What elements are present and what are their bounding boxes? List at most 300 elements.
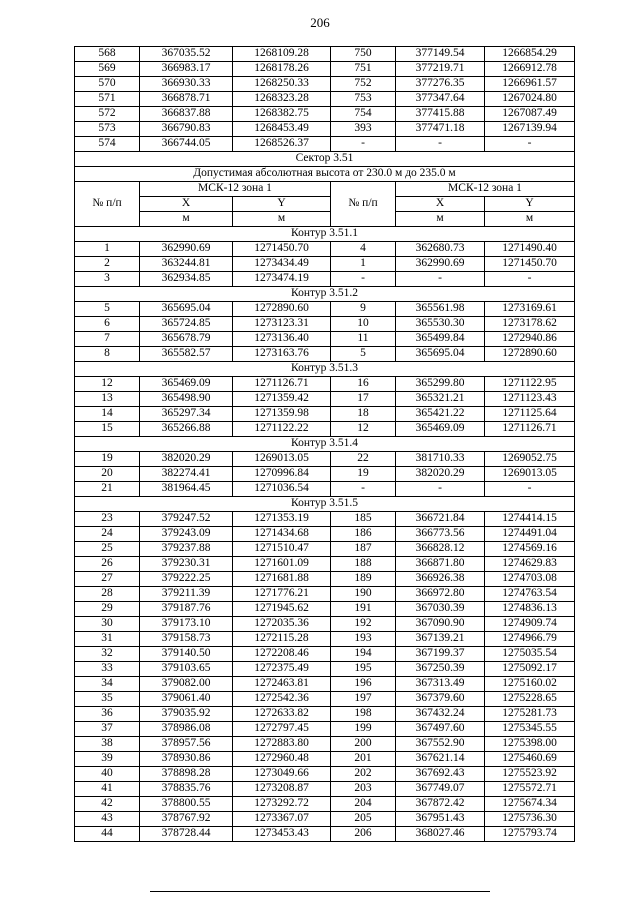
y-coordinate-cell: 1268382.75 bbox=[233, 107, 331, 122]
table-row bbox=[75, 692, 575, 707]
y-coordinate-cell: - bbox=[485, 137, 575, 152]
point-number-cell: 202 bbox=[331, 767, 396, 782]
table-row bbox=[75, 722, 575, 737]
point-number-cell: 198 bbox=[331, 707, 396, 722]
table-row bbox=[75, 707, 575, 722]
x-coordinate-cell: 379187.76 bbox=[140, 602, 233, 617]
y-coordinate-cell: 1271123.43 bbox=[485, 392, 575, 407]
x-coordinate-cell: 366930.33 bbox=[140, 77, 233, 92]
table-row bbox=[75, 347, 575, 362]
y-coordinate-cell: 1273136.40 bbox=[233, 332, 331, 347]
y-coordinate-cell: 1274414.15 bbox=[485, 512, 575, 527]
point-number-cell: 35 bbox=[75, 692, 140, 707]
point-number-cell: 750 bbox=[331, 47, 396, 62]
point-number-cell: 21 bbox=[75, 482, 140, 497]
x-coordinate-cell: 377347.64 bbox=[396, 92, 485, 107]
x-coordinate-cell: 365469.09 bbox=[396, 422, 485, 437]
y-coordinate-cell: 1273208.87 bbox=[233, 782, 331, 797]
x-coordinate-cell: 365499.84 bbox=[396, 332, 485, 347]
y-coordinate-cell: 1274491.04 bbox=[485, 527, 575, 542]
x-coordinate-cell: 367030.39 bbox=[396, 602, 485, 617]
table-row bbox=[75, 572, 575, 587]
x-coordinate-cell: 366773.56 bbox=[396, 527, 485, 542]
y-coordinate-cell: 1273178.62 bbox=[485, 317, 575, 332]
y-coordinate-cell: 1275523.92 bbox=[485, 767, 575, 782]
point-number-cell: 7 bbox=[75, 332, 140, 347]
x-coordinate-cell: 378800.55 bbox=[140, 797, 233, 812]
point-number-cell: 205 bbox=[331, 812, 396, 827]
section-title: Контур 3.51.3 bbox=[75, 362, 575, 377]
table-row bbox=[75, 482, 575, 497]
y-coordinate-cell: 1271122.95 bbox=[485, 377, 575, 392]
y-coordinate-cell: 1269013.05 bbox=[233, 452, 331, 467]
section-title-row bbox=[75, 287, 575, 302]
header-x: X bbox=[140, 197, 233, 212]
point-number-cell: 753 bbox=[331, 92, 396, 107]
x-coordinate-cell: 377471.18 bbox=[396, 122, 485, 137]
x-coordinate-cell: 379061.40 bbox=[140, 692, 233, 707]
y-coordinate-cell: 1266854.29 bbox=[485, 47, 575, 62]
point-number-cell: 24 bbox=[75, 527, 140, 542]
table-row bbox=[75, 797, 575, 812]
point-number-cell: 11 bbox=[331, 332, 396, 347]
y-coordinate-cell: 1275793.74 bbox=[485, 827, 575, 842]
point-number-cell: 191 bbox=[331, 602, 396, 617]
point-number-cell: 199 bbox=[331, 722, 396, 737]
x-coordinate-cell: 366721.84 bbox=[396, 512, 485, 527]
y-coordinate-cell: 1272542.36 bbox=[233, 692, 331, 707]
point-number-cell: 6 bbox=[75, 317, 140, 332]
x-coordinate-cell: 379103.65 bbox=[140, 662, 233, 677]
point-number-cell: 203 bbox=[331, 782, 396, 797]
point-number-cell: 2 bbox=[75, 257, 140, 272]
point-number-cell: 14 bbox=[75, 407, 140, 422]
coordinates-table-body bbox=[75, 47, 575, 842]
y-coordinate-cell: 1271126.71 bbox=[485, 422, 575, 437]
x-coordinate-cell: 366744.05 bbox=[140, 137, 233, 152]
point-number-cell: 31 bbox=[75, 632, 140, 647]
table-row bbox=[75, 47, 575, 62]
x-coordinate-cell: 381964.45 bbox=[140, 482, 233, 497]
point-number-cell: 38 bbox=[75, 737, 140, 752]
table-row bbox=[75, 317, 575, 332]
table-row bbox=[75, 752, 575, 767]
x-coordinate-cell: 367379.60 bbox=[396, 692, 485, 707]
table-row bbox=[75, 122, 575, 137]
point-number-cell: 9 bbox=[331, 302, 396, 317]
section-title: Контур 3.51.1 bbox=[75, 227, 575, 242]
y-coordinate-cell: 1267087.49 bbox=[485, 107, 575, 122]
x-coordinate-cell: 365695.04 bbox=[396, 347, 485, 362]
x-coordinate-cell: 379211.39 bbox=[140, 587, 233, 602]
y-coordinate-cell: 1275572.71 bbox=[485, 782, 575, 797]
x-coordinate-cell: 362934.85 bbox=[140, 272, 233, 287]
x-coordinate-cell: 368027.46 bbox=[396, 827, 485, 842]
point-number-cell: - bbox=[331, 137, 396, 152]
y-coordinate-cell: 1271434.68 bbox=[233, 527, 331, 542]
point-number-cell: - bbox=[331, 272, 396, 287]
point-number-cell: 206 bbox=[331, 827, 396, 842]
table-row bbox=[75, 647, 575, 662]
y-coordinate-cell: 1274909.74 bbox=[485, 617, 575, 632]
y-coordinate-cell: 1274703.08 bbox=[485, 572, 575, 587]
x-coordinate-cell: 379222.25 bbox=[140, 572, 233, 587]
y-coordinate-cell: 1275460.69 bbox=[485, 752, 575, 767]
point-number-cell: 754 bbox=[331, 107, 396, 122]
x-coordinate-cell: 365678.79 bbox=[140, 332, 233, 347]
y-coordinate-cell: 1271036.54 bbox=[233, 482, 331, 497]
point-number-cell: 194 bbox=[331, 647, 396, 662]
x-coordinate-cell: 367497.60 bbox=[396, 722, 485, 737]
table-row bbox=[75, 527, 575, 542]
y-coordinate-cell: 1271450.70 bbox=[233, 242, 331, 257]
point-number-cell: 41 bbox=[75, 782, 140, 797]
table-row bbox=[75, 257, 575, 272]
point-number-cell: 39 bbox=[75, 752, 140, 767]
x-coordinate-cell: 367035.52 bbox=[140, 47, 233, 62]
y-coordinate-cell: 1271945.62 bbox=[233, 602, 331, 617]
point-number-cell: 16 bbox=[331, 377, 396, 392]
x-coordinate-cell: 365266.88 bbox=[140, 422, 233, 437]
point-number-cell: 30 bbox=[75, 617, 140, 632]
point-number-cell: 19 bbox=[75, 452, 140, 467]
section-title: Контур 3.51.2 bbox=[75, 287, 575, 302]
table-row bbox=[75, 107, 575, 122]
y-coordinate-cell: 1268453.49 bbox=[233, 122, 331, 137]
y-coordinate-cell: 1273123.31 bbox=[233, 317, 331, 332]
point-number-cell: 19 bbox=[331, 467, 396, 482]
point-number-cell: 22 bbox=[331, 452, 396, 467]
point-number-cell: 33 bbox=[75, 662, 140, 677]
point-number-cell: 10 bbox=[331, 317, 396, 332]
table-row bbox=[75, 467, 575, 482]
table-row bbox=[75, 737, 575, 752]
table-row bbox=[75, 377, 575, 392]
point-number-cell: 570 bbox=[75, 77, 140, 92]
point-number-cell: 43 bbox=[75, 812, 140, 827]
y-coordinate-cell: 1273474.19 bbox=[233, 272, 331, 287]
x-coordinate-cell: 366983.17 bbox=[140, 62, 233, 77]
y-coordinate-cell: 1272115.28 bbox=[233, 632, 331, 647]
point-number-cell: 42 bbox=[75, 797, 140, 812]
x-coordinate-cell: 367199.37 bbox=[396, 647, 485, 662]
y-coordinate-cell: 1271126.71 bbox=[233, 377, 331, 392]
x-coordinate-cell: 366878.71 bbox=[140, 92, 233, 107]
table-row bbox=[75, 62, 575, 77]
y-coordinate-cell: 1272797.45 bbox=[233, 722, 331, 737]
table-row bbox=[75, 812, 575, 827]
point-number-cell: 569 bbox=[75, 62, 140, 77]
point-number-cell: 192 bbox=[331, 617, 396, 632]
table-row bbox=[75, 557, 575, 572]
x-coordinate-cell: 367749.07 bbox=[396, 782, 485, 797]
y-coordinate-cell: 1273453.43 bbox=[233, 827, 331, 842]
y-coordinate-cell: 1271510.47 bbox=[233, 542, 331, 557]
point-number-cell: 3 bbox=[75, 272, 140, 287]
y-coordinate-cell: 1272208.46 bbox=[233, 647, 331, 662]
point-number-cell: 17 bbox=[331, 392, 396, 407]
point-number-cell: 193 bbox=[331, 632, 396, 647]
x-coordinate-cell: 382020.29 bbox=[396, 467, 485, 482]
y-coordinate-cell: 1274966.79 bbox=[485, 632, 575, 647]
point-number-cell: 752 bbox=[331, 77, 396, 92]
x-coordinate-cell: 362680.73 bbox=[396, 242, 485, 257]
point-number-cell: 40 bbox=[75, 767, 140, 782]
y-coordinate-cell: 1272633.82 bbox=[233, 707, 331, 722]
x-coordinate-cell: 363244.81 bbox=[140, 257, 233, 272]
x-coordinate-cell: 378898.28 bbox=[140, 767, 233, 782]
bottom-rule bbox=[150, 891, 490, 892]
y-coordinate-cell: 1275674.34 bbox=[485, 797, 575, 812]
header-coordinate-system: МСК-12 зона 1 bbox=[140, 182, 331, 197]
x-coordinate-cell: 377149.54 bbox=[396, 47, 485, 62]
section-title-row bbox=[75, 497, 575, 512]
point-number-cell: 4 bbox=[331, 242, 396, 257]
point-number-cell: 15 bbox=[75, 422, 140, 437]
x-coordinate-cell: 382274.41 bbox=[140, 467, 233, 482]
point-number-cell: 189 bbox=[331, 572, 396, 587]
table-row bbox=[75, 782, 575, 797]
section-title-row bbox=[75, 167, 575, 182]
y-coordinate-cell: 1266961.57 bbox=[485, 77, 575, 92]
point-number-cell: 18 bbox=[331, 407, 396, 422]
x-coordinate-cell: - bbox=[396, 482, 485, 497]
table-row bbox=[75, 617, 575, 632]
x-coordinate-cell: 366828.12 bbox=[396, 542, 485, 557]
point-number-cell: 23 bbox=[75, 512, 140, 527]
table-row bbox=[75, 452, 575, 467]
y-coordinate-cell: 1271601.09 bbox=[233, 557, 331, 572]
y-coordinate-cell: 1268250.33 bbox=[233, 77, 331, 92]
y-coordinate-cell: 1274629.83 bbox=[485, 557, 575, 572]
table-row bbox=[75, 407, 575, 422]
point-number-cell: 190 bbox=[331, 587, 396, 602]
point-number-cell: 204 bbox=[331, 797, 396, 812]
y-coordinate-cell: 1271125.64 bbox=[485, 407, 575, 422]
x-coordinate-cell: 367250.39 bbox=[396, 662, 485, 677]
y-coordinate-cell: 1267024.80 bbox=[485, 92, 575, 107]
point-number-cell: 393 bbox=[331, 122, 396, 137]
table-row bbox=[75, 137, 575, 152]
table-row bbox=[75, 422, 575, 437]
x-coordinate-cell: 379247.52 bbox=[140, 512, 233, 527]
y-coordinate-cell: 1272960.48 bbox=[233, 752, 331, 767]
y-coordinate-cell: 1273169.61 bbox=[485, 302, 575, 317]
y-coordinate-cell: 1275035.54 bbox=[485, 647, 575, 662]
point-number-cell: 12 bbox=[75, 377, 140, 392]
point-number-cell: 185 bbox=[331, 512, 396, 527]
point-number-cell: 36 bbox=[75, 707, 140, 722]
x-coordinate-cell: 365530.30 bbox=[396, 317, 485, 332]
x-coordinate-cell: 379082.00 bbox=[140, 677, 233, 692]
y-coordinate-cell: 1268526.37 bbox=[233, 137, 331, 152]
x-coordinate-cell: 379173.10 bbox=[140, 617, 233, 632]
x-coordinate-cell: 367552.90 bbox=[396, 737, 485, 752]
point-number-cell: 571 bbox=[75, 92, 140, 107]
x-coordinate-cell: 366837.88 bbox=[140, 107, 233, 122]
header-y: Y bbox=[233, 197, 331, 212]
header-unit: м bbox=[396, 212, 485, 227]
x-coordinate-cell: 377276.35 bbox=[396, 77, 485, 92]
y-coordinate-cell: 1273367.07 bbox=[233, 812, 331, 827]
table-row bbox=[75, 242, 575, 257]
point-number-cell: 196 bbox=[331, 677, 396, 692]
table-row bbox=[75, 92, 575, 107]
x-coordinate-cell: - bbox=[396, 272, 485, 287]
y-coordinate-cell: 1275281.73 bbox=[485, 707, 575, 722]
y-coordinate-cell: 1269013.05 bbox=[485, 467, 575, 482]
y-coordinate-cell: 1271353.19 bbox=[233, 512, 331, 527]
x-coordinate-cell: 366790.83 bbox=[140, 122, 233, 137]
y-coordinate-cell: 1275736.30 bbox=[485, 812, 575, 827]
section-title-row bbox=[75, 152, 575, 167]
y-coordinate-cell: 1272375.49 bbox=[233, 662, 331, 677]
section-title-row bbox=[75, 362, 575, 377]
header-x: X bbox=[396, 197, 485, 212]
section-title-row bbox=[75, 437, 575, 452]
y-coordinate-cell: 1266912.78 bbox=[485, 62, 575, 77]
y-coordinate-cell: 1272463.81 bbox=[233, 677, 331, 692]
page-number: 206 bbox=[310, 15, 330, 30]
header-unit: м bbox=[140, 212, 233, 227]
x-coordinate-cell: 367432.24 bbox=[396, 707, 485, 722]
point-number-cell: 44 bbox=[75, 827, 140, 842]
y-coordinate-cell: 1271776.21 bbox=[233, 587, 331, 602]
x-coordinate-cell: 365498.90 bbox=[140, 392, 233, 407]
y-coordinate-cell: 1269052.75 bbox=[485, 452, 575, 467]
point-number-cell: 187 bbox=[331, 542, 396, 557]
point-number-cell: 5 bbox=[75, 302, 140, 317]
point-number-cell: 1 bbox=[75, 242, 140, 257]
x-coordinate-cell: 362990.69 bbox=[140, 242, 233, 257]
y-coordinate-cell: 1268323.28 bbox=[233, 92, 331, 107]
header-row bbox=[75, 182, 575, 197]
y-coordinate-cell: 1267139.94 bbox=[485, 122, 575, 137]
x-coordinate-cell: 366871.80 bbox=[396, 557, 485, 572]
point-number-cell: 1 bbox=[331, 257, 396, 272]
x-coordinate-cell: 366972.80 bbox=[396, 587, 485, 602]
point-number-cell: 201 bbox=[331, 752, 396, 767]
point-number-cell: 20 bbox=[75, 467, 140, 482]
point-number-cell: 26 bbox=[75, 557, 140, 572]
point-number-cell: 186 bbox=[331, 527, 396, 542]
table-row bbox=[75, 272, 575, 287]
x-coordinate-cell: 365582.57 bbox=[140, 347, 233, 362]
x-coordinate-cell: 378986.08 bbox=[140, 722, 233, 737]
x-coordinate-cell: 365561.98 bbox=[396, 302, 485, 317]
point-number-cell: 188 bbox=[331, 557, 396, 572]
y-coordinate-cell: - bbox=[485, 482, 575, 497]
table-row bbox=[75, 602, 575, 617]
table-row bbox=[75, 302, 575, 317]
point-number-cell: 5 bbox=[331, 347, 396, 362]
x-coordinate-cell: 379237.88 bbox=[140, 542, 233, 557]
x-coordinate-cell: 381710.33 bbox=[396, 452, 485, 467]
x-coordinate-cell: 365469.09 bbox=[140, 377, 233, 392]
section-title: Сектор 3.51 bbox=[75, 152, 575, 167]
point-number-cell: 572 bbox=[75, 107, 140, 122]
point-number-cell: 568 bbox=[75, 47, 140, 62]
point-number-cell: 200 bbox=[331, 737, 396, 752]
y-coordinate-cell: 1272035.36 bbox=[233, 617, 331, 632]
x-coordinate-cell: 367951.43 bbox=[396, 812, 485, 827]
point-number-cell: 574 bbox=[75, 137, 140, 152]
point-number-cell: 197 bbox=[331, 692, 396, 707]
point-number-cell: 195 bbox=[331, 662, 396, 677]
x-coordinate-cell: 379140.50 bbox=[140, 647, 233, 662]
point-number-cell: 13 bbox=[75, 392, 140, 407]
table-row bbox=[75, 767, 575, 782]
x-coordinate-cell: 379158.73 bbox=[140, 632, 233, 647]
y-coordinate-cell: 1272890.60 bbox=[485, 347, 575, 362]
y-coordinate-cell: 1268109.28 bbox=[233, 47, 331, 62]
y-coordinate-cell: 1274836.13 bbox=[485, 602, 575, 617]
table-row bbox=[75, 542, 575, 557]
table-row bbox=[75, 827, 575, 842]
point-number-cell: 28 bbox=[75, 587, 140, 602]
y-coordinate-cell: 1275092.17 bbox=[485, 662, 575, 677]
point-number-cell: 37 bbox=[75, 722, 140, 737]
x-coordinate-cell: 365421.22 bbox=[396, 407, 485, 422]
x-coordinate-cell: 367872.42 bbox=[396, 797, 485, 812]
header-unit: м bbox=[233, 212, 331, 227]
y-coordinate-cell: 1271359.98 bbox=[233, 407, 331, 422]
y-coordinate-cell: 1275398.00 bbox=[485, 737, 575, 752]
x-coordinate-cell: 365695.04 bbox=[140, 302, 233, 317]
table-row bbox=[75, 677, 575, 692]
point-number-cell: 573 bbox=[75, 122, 140, 137]
point-number-cell: 29 bbox=[75, 602, 140, 617]
y-coordinate-cell: 1273434.49 bbox=[233, 257, 331, 272]
y-coordinate-cell: 1275345.55 bbox=[485, 722, 575, 737]
header-y: Y bbox=[485, 197, 575, 212]
y-coordinate-cell: 1272883.80 bbox=[233, 737, 331, 752]
point-number-cell: 34 bbox=[75, 677, 140, 692]
x-coordinate-cell: 379243.09 bbox=[140, 527, 233, 542]
y-coordinate-cell: - bbox=[485, 272, 575, 287]
y-coordinate-cell: 1271490.40 bbox=[485, 242, 575, 257]
x-coordinate-cell: 378835.76 bbox=[140, 782, 233, 797]
y-coordinate-cell: 1273049.66 bbox=[233, 767, 331, 782]
table-row bbox=[75, 587, 575, 602]
x-coordinate-cell: - bbox=[396, 137, 485, 152]
y-coordinate-cell: 1274569.16 bbox=[485, 542, 575, 557]
y-coordinate-cell: 1270996.84 bbox=[233, 467, 331, 482]
x-coordinate-cell: 367692.43 bbox=[396, 767, 485, 782]
x-coordinate-cell: 377415.88 bbox=[396, 107, 485, 122]
x-coordinate-cell: 367090.90 bbox=[396, 617, 485, 632]
y-coordinate-cell: 1272940.86 bbox=[485, 332, 575, 347]
point-number-cell: 751 bbox=[331, 62, 396, 77]
header-row bbox=[75, 212, 575, 227]
x-coordinate-cell: 379035.92 bbox=[140, 707, 233, 722]
y-coordinate-cell: 1271359.42 bbox=[233, 392, 331, 407]
point-number-cell: 12 bbox=[331, 422, 396, 437]
section-title: Допустимая абсолютная высота от 230.0 м до 235.0 м bbox=[75, 167, 575, 182]
x-coordinate-cell: 379230.31 bbox=[140, 557, 233, 572]
table-row bbox=[75, 392, 575, 407]
y-coordinate-cell: 1274763.54 bbox=[485, 587, 575, 602]
table-row bbox=[75, 332, 575, 347]
x-coordinate-cell: 365724.85 bbox=[140, 317, 233, 332]
x-coordinate-cell: 378767.92 bbox=[140, 812, 233, 827]
x-coordinate-cell: 367313.49 bbox=[396, 677, 485, 692]
x-coordinate-cell: 367139.21 bbox=[396, 632, 485, 647]
point-number-cell: 8 bbox=[75, 347, 140, 362]
point-number-cell: - bbox=[331, 482, 396, 497]
point-number-cell: 27 bbox=[75, 572, 140, 587]
x-coordinate-cell: 365321.21 bbox=[396, 392, 485, 407]
